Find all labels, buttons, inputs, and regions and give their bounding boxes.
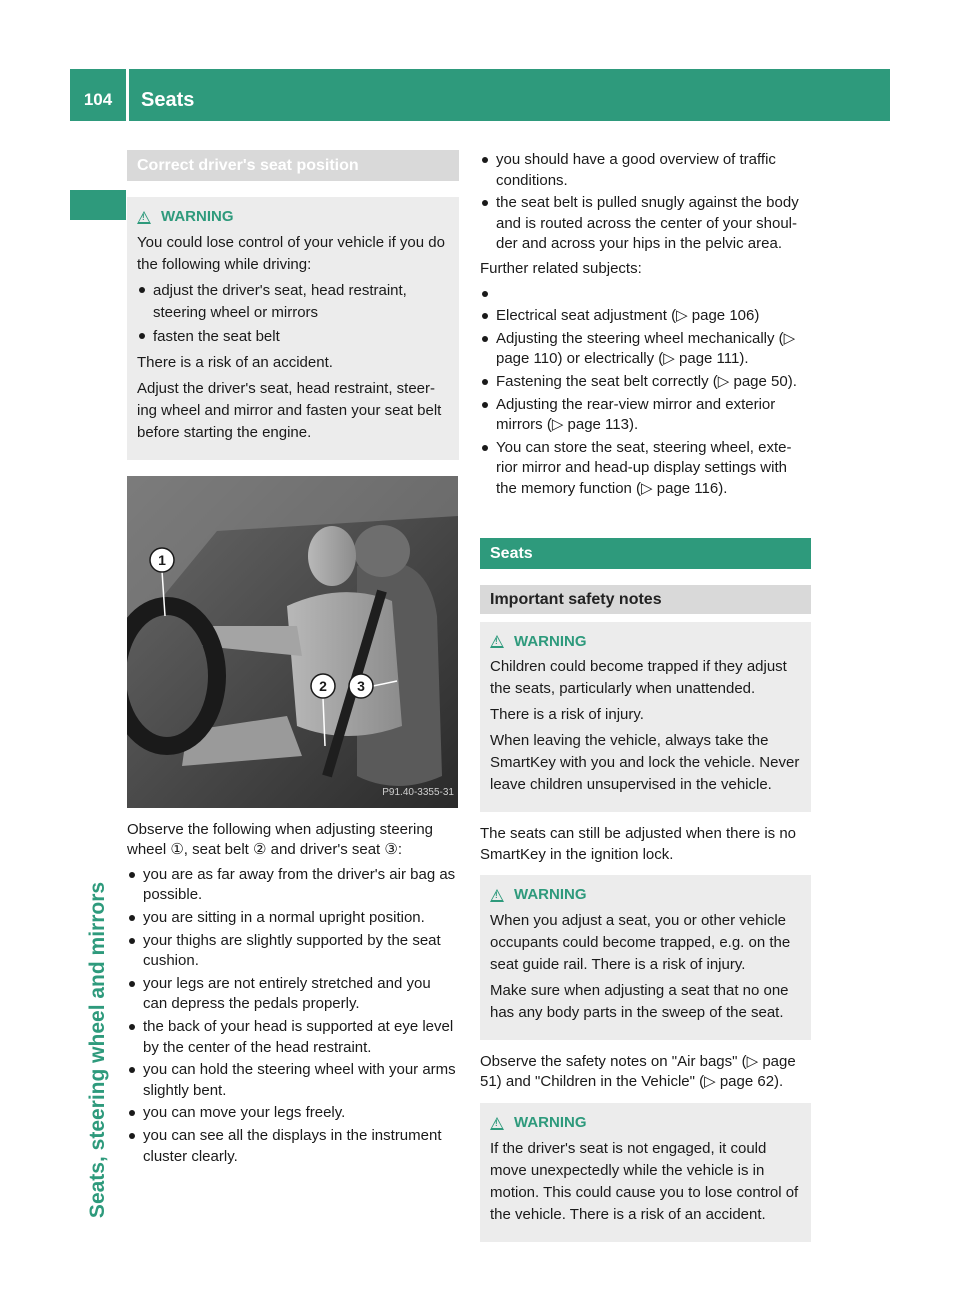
- warning-text: You could lose control of your vehicle if you do the following while driving:: [137, 233, 445, 273]
- warning-text: If the driver's seat is not engaged, it could move unexpectedly while the vehicle is in motion. This could cause you to lose control of the vehicle. There is a risk of an accident.: [490, 1139, 799, 1223]
- warning-box-children: [480, 622, 811, 813]
- body-paragraph: The seats can still be adjusted when there is no SmartKey in the ignition lock.: [480, 825, 797, 863]
- related-link-electrical-seat[interactable]: Electrical seat adjustment (▷ page 106): [480, 306, 811, 327]
- observe-bullet-list: [127, 865, 459, 1167]
- warning-label: WARNING: [514, 886, 587, 904]
- warning-heading: [490, 632, 803, 653]
- list-item: you can move your legs freely.: [127, 1103, 459, 1124]
- warning-box-trapped: [480, 875, 811, 1040]
- related-link-steering-wheel[interactable]: Adjusting the steering wheel mechanically (▷ page 110) or electrically (▷ page 111).: [480, 329, 811, 370]
- warning-triangle-icon: [490, 635, 504, 648]
- header-divider: [126, 69, 129, 121]
- list-item: your legs are not entirely stretched and you can depress the pedals properly.: [127, 974, 459, 1015]
- related-link-seat-belt[interactable]: Fastening the seat belt correctly (▷ page 50).: [480, 372, 811, 393]
- related-link-memory-function[interactable]: You can store the seat, steering wheel, exte-rior mirror and head-up display settings with the memory function (▷ page 116).: [480, 438, 811, 500]
- figure-code: P91.40-3355-31: [382, 787, 454, 798]
- list-item: you are sitting in a normal upright position.: [127, 908, 459, 929]
- warning-label: WARNING: [514, 1114, 587, 1132]
- svg-text:3: 3: [357, 677, 365, 694]
- warning-triangle-icon: [490, 889, 504, 902]
- warning-heading: [137, 207, 451, 228]
- warning-box-seat-not-engaged: [480, 1103, 811, 1242]
- observe-intro: Observe the following when adjusting steering wheel ①, seat belt ② and driver's seat ③:: [127, 820, 434, 859]
- warning-box-driving: [127, 197, 459, 460]
- warning-heading: [490, 885, 803, 906]
- continued-bullet-list: [480, 150, 811, 255]
- warning-risk-text: There is a risk of injury.: [490, 706, 644, 724]
- warning-advice-text: Adjust the driver's seat, head restraint, steer-ing wheel and mirror and fasten your seat belt before starting the engine.: [137, 379, 442, 441]
- list-item: fasten the seat belt: [137, 326, 451, 348]
- list-item: you are as far away from the driver's air bag as possible.: [127, 865, 459, 906]
- list-item: your thighs are slightly supported by the seat cushion.: [127, 931, 459, 972]
- warning-advice-text: Make sure when adjusting a seat that no one has any body parts in the sweep of the seat.: [490, 981, 789, 1021]
- subsection-title-safety-notes: Important safety notes: [480, 585, 811, 614]
- list-item: the back of your head is supported at eye level by the center of the head restraint.: [127, 1017, 459, 1058]
- driver-seat-photo: [127, 476, 458, 808]
- chapter-title: Seats: [141, 89, 195, 111]
- warning-triangle-icon: [137, 211, 151, 224]
- warning-label: WARNING: [514, 632, 587, 650]
- related-subjects-list: [480, 284, 811, 500]
- svg-text:2: 2: [319, 677, 327, 694]
- warning-text: When you adjust a seat, you or other vehicle occupants could become trapped, e.g. on the seat guide rail. There is a risk of injury.: [490, 911, 791, 973]
- list-item: adjust the driver's seat, head restraint, steering wheel or mirrors: [137, 280, 451, 324]
- callout-2: [309, 672, 337, 707]
- side-tab-marker: [70, 190, 126, 220]
- list-item: the seat belt is pulled snugly against the body and is routed across the center of your shoul-der and across your hips in the pelvic area.: [480, 193, 811, 255]
- side-chapter-label: Seats, steering wheel and mirrors: [86, 881, 109, 1219]
- warning-triangle-icon: [490, 1117, 504, 1130]
- warning-bullet-list: [137, 280, 451, 348]
- warning-text: Children could become trapped if they adjust the seats, particularly when unattended.: [490, 658, 787, 698]
- related-subjects-heading: Further related subjects:: [480, 259, 642, 277]
- list-item: you should have a good overview of traffic conditions.: [480, 150, 811, 191]
- callout-1: [148, 546, 176, 581]
- right-column: [480, 150, 811, 1254]
- warning-advice-text: When leaving the vehicle, always take the SmartKey with you and lock the vehicle. Never leave children unsupervised in the vehicle.: [490, 732, 800, 794]
- list-item: you can hold the steering wheel with your arms slightly bent.: [127, 1060, 459, 1101]
- section-title-seats: Seats: [480, 538, 811, 569]
- svg-text:1: 1: [158, 551, 166, 568]
- list-item: you can see all the displays in the instrument cluster clearly.: [127, 1126, 459, 1167]
- left-column: [127, 150, 459, 1171]
- list-item: [480, 284, 811, 305]
- safety-notes-reference: Observe the safety notes on "Air bags" (▷ page 51) and "Children in the Vehicle" (▷ page 62).: [480, 1052, 796, 1091]
- warning-risk-text: There is a risk of an accident.: [137, 353, 333, 371]
- page-number: 104: [83, 90, 113, 109]
- warning-heading: [490, 1113, 803, 1134]
- driver-seat-illustration: [127, 476, 458, 808]
- section-title-correct-seat-position: Correct driver's seat position: [127, 150, 459, 181]
- warning-label: WARNING: [161, 208, 234, 225]
- related-link-mirrors[interactable]: Adjusting the rear-view mirror and exterior mirrors (▷ page 113).: [480, 395, 811, 436]
- callout-3: [347, 672, 375, 707]
